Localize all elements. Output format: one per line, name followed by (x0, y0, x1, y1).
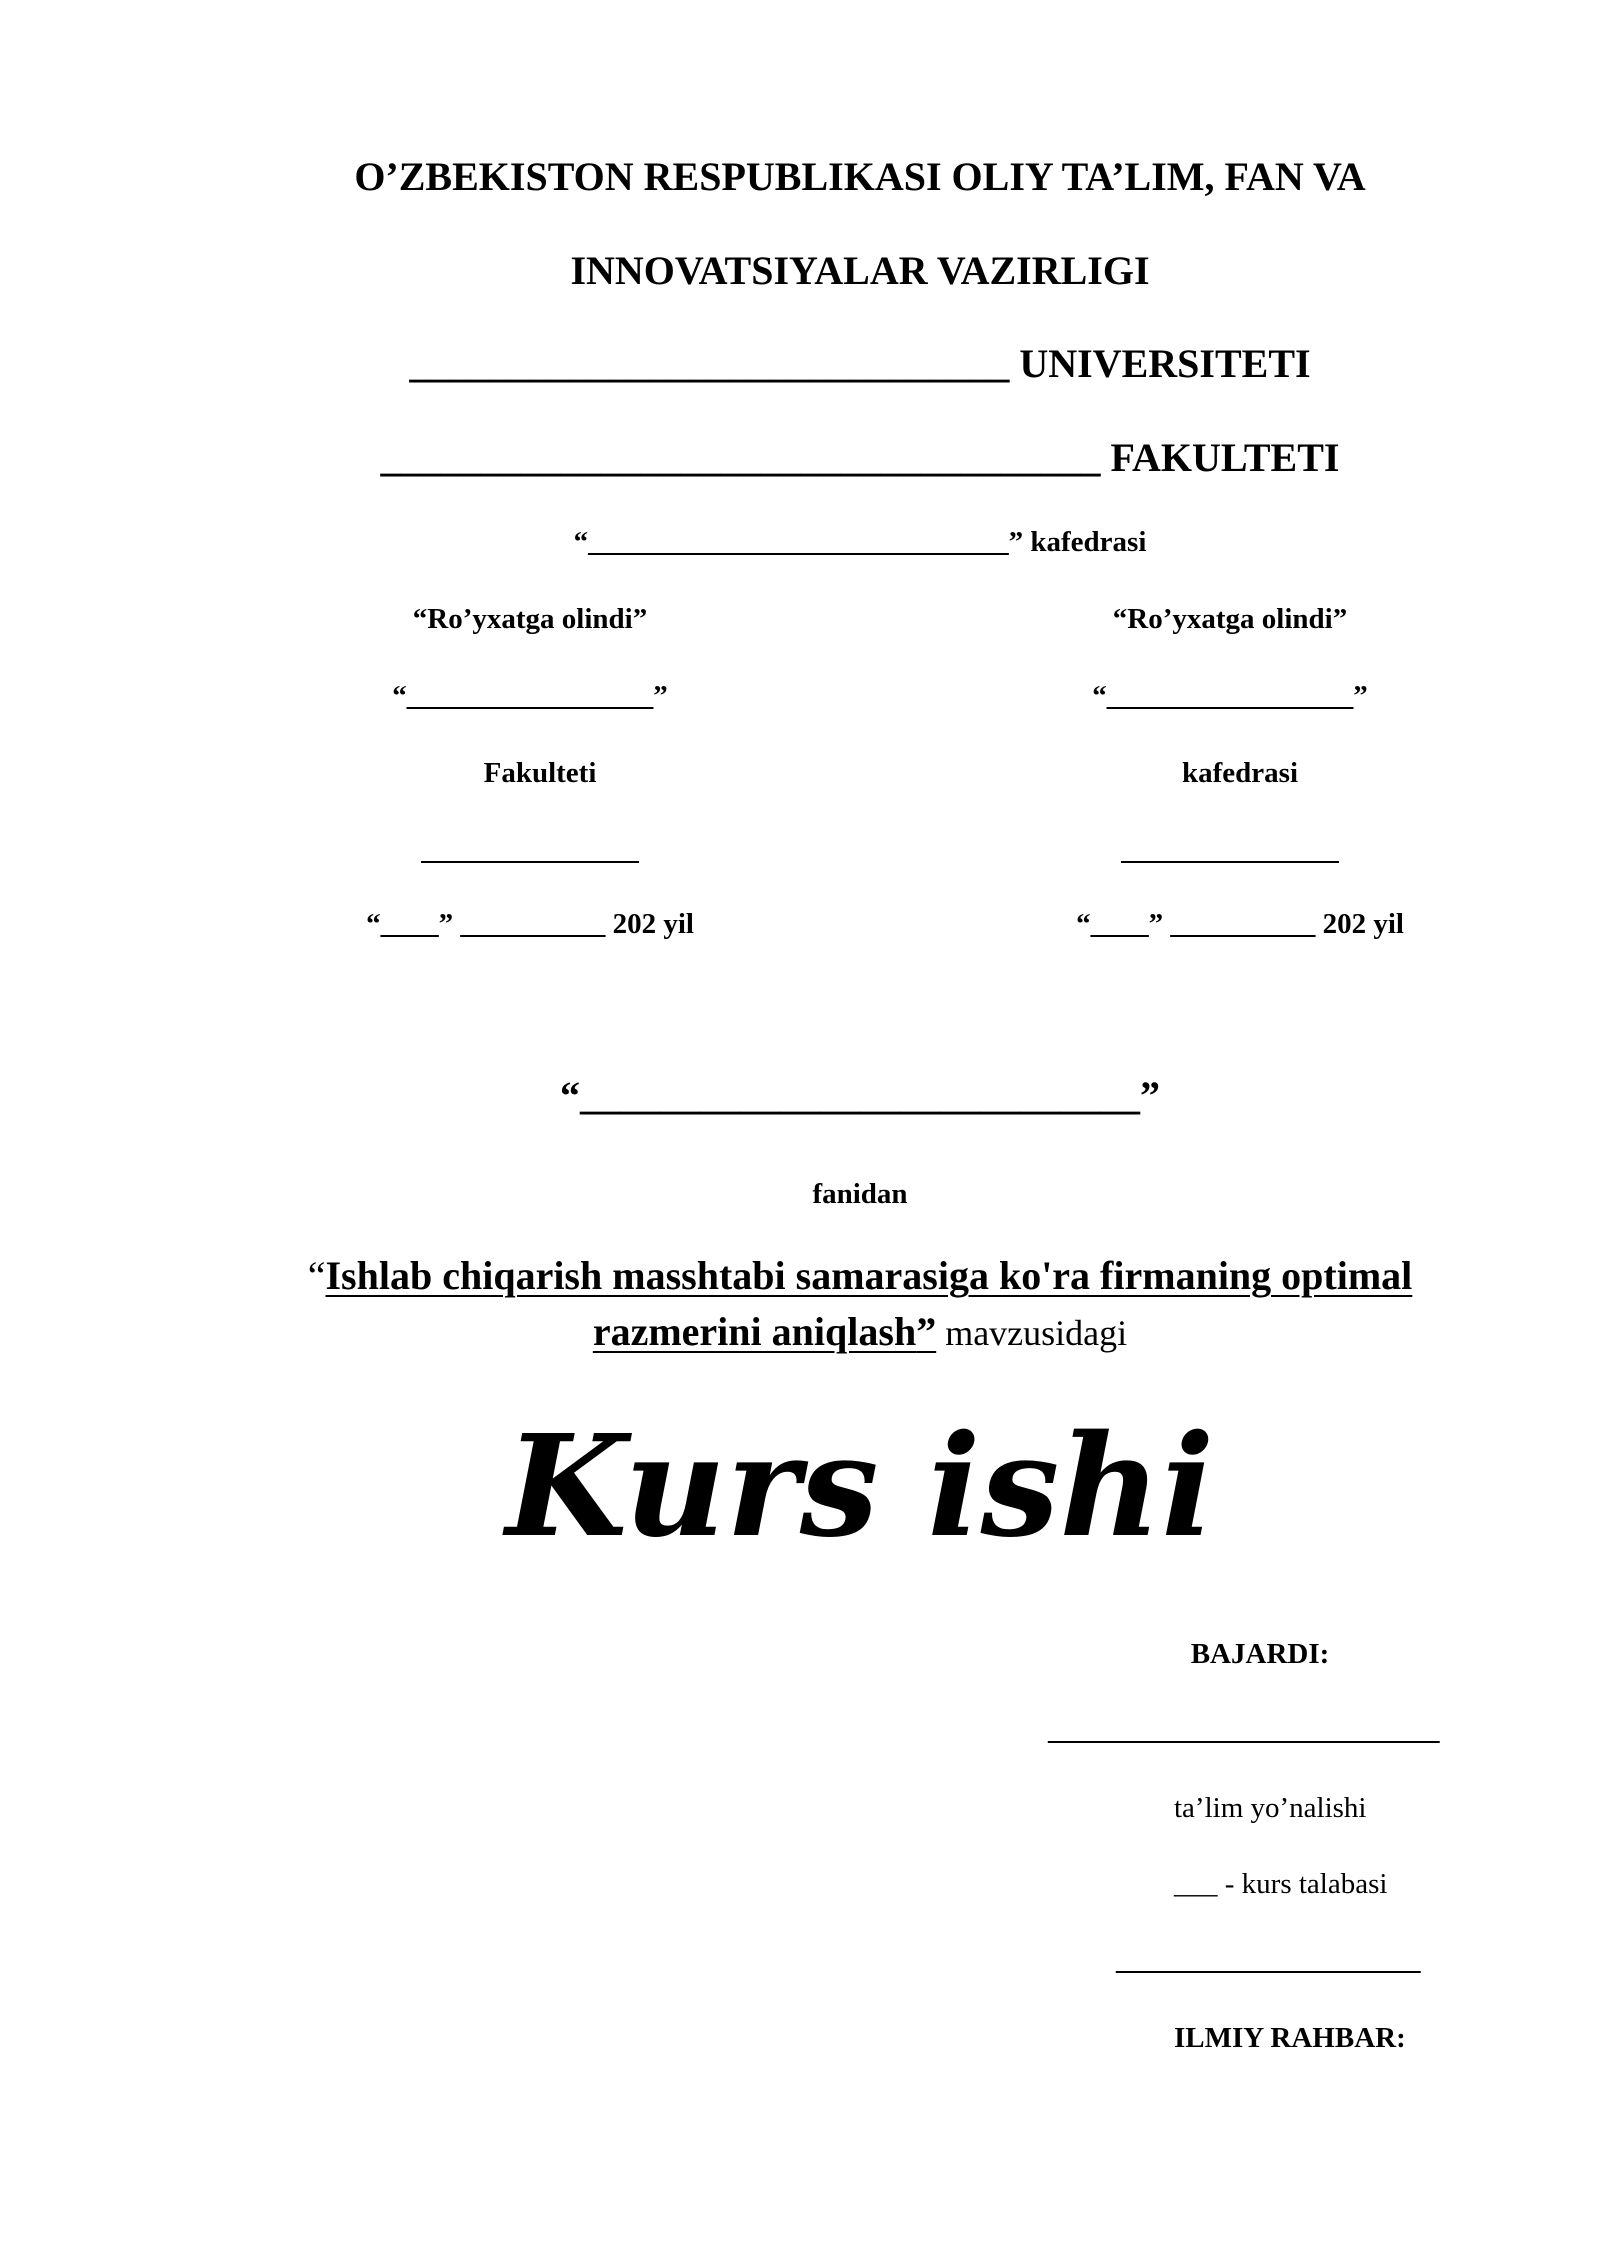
document-type-title: Kurs ishi (505, 1405, 1215, 1569)
registration-left-signature: _______________ (421, 834, 639, 866)
ministry-line-1: O’ZBEKISTON RESPUBLIKASI OLIY TA’LIM, FAN VA (354, 154, 1366, 199)
topic-open-quote: “ (307, 1253, 326, 1298)
subject-caption: fanidan (812, 1178, 908, 1210)
registration-right-unit: kafedrasi (1182, 757, 1298, 789)
registration-right-signature: _______________ (1121, 834, 1339, 866)
topic-line-1 (0, 1252, 1600, 1299)
registration-left-number: “_________________” (392, 680, 668, 712)
registration-left-unit: Fakulteti (483, 757, 597, 789)
topic-line-2 (0, 1308, 1600, 1355)
registration-right-title: “Ro’yxatga olindi” (1112, 603, 1348, 635)
registration-left-date: “____” __________ 202 yil (366, 908, 694, 940)
topic-title-part-2: razmerini aniqlash (592, 1309, 917, 1354)
subject-line: “____________________________” (560, 1073, 1160, 1118)
registration-left-title: “Ro’yxatga olindi” (412, 603, 648, 635)
author-signature-line: _____________________ (1116, 1944, 1421, 1976)
department-line: “_____________________________” kafedrasi (573, 526, 1147, 558)
author-course: ___ - kurs talabasi (1174, 1868, 1388, 1900)
topic-close-quote: ” (916, 1309, 937, 1354)
registration-right-number: “_________________” (1092, 680, 1368, 712)
ministry-line-2: INNOVATSIYALAR VAZIRLIGI (570, 248, 1150, 293)
registration-right-date: “____” __________ 202 yil (1076, 908, 1404, 940)
faculty-line: ____________________________________ FAKULTETI (380, 435, 1340, 480)
author-direction: ta’lim yo’nalishi (1174, 1792, 1367, 1824)
university-line: ______________________________ UNIVERSITETI (409, 341, 1311, 386)
supervisor-label: ILMIY RAHBAR: (1174, 2022, 1406, 2054)
topic-title-part-1: Ishlab chiqarish masshtabi samarasiga ko'ra firmaning optimal (325, 1253, 1413, 1298)
author-name-line: ___________________________ (1048, 1714, 1440, 1746)
topic-suffix: mavzusidagi (936, 1313, 1128, 1353)
author-label: BAJARDI: (1190, 1638, 1330, 1670)
